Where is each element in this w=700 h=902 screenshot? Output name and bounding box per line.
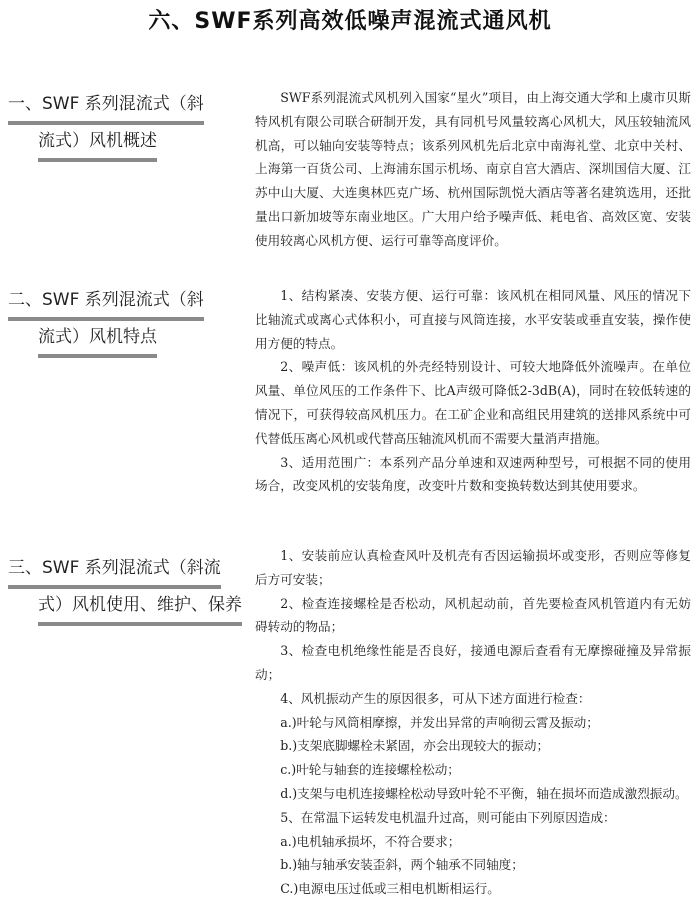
section-heading-maintenance [8, 552, 240, 626]
paragraph: C.)电源电压过低或三相电机断相运行。 [280, 881, 500, 897]
paragraph: 5、在常温下运转发电机温升过高，则可能由下列原因造成： [280, 809, 616, 825]
paragraph: a.)叶轮与风筒相摩擦，并发出异常的声响彻云霄及振动； [280, 714, 599, 730]
page-title: 六、SWF系列高效低噪声混流式通风机 [148, 9, 552, 34]
paragraph: SWF系列混流式风机列入国家“星火”项目，由上海交通大学和上虞市贝斯特风机有限公司联合研制开发，具有同机号风量较离心风机大，风压较轴流风机高，可以轴向安装等特点；该系列风机先后北京中南海礼堂、北京中关村、上海第一百货公司、上海浦东国示机场、南京自宫大酒店、深圳国信大厦、江苏中山大厦、大连奥林匹克广场、杭州国际凯悦大酒店等著名建筑选用，还批量出口新加坡等东南业地区。广大用户给予噪声低、耗电省、高效区宽、安装使用较离心风机方便、运行可靠等高度评价。 [255, 90, 691, 248]
paragraph: 1、安装前应认真检查风叶及机壳有否因运输损坏或变形，否则应等修复后方可安装； [255, 548, 691, 587]
section-heading-line: 流式）风机特点 [38, 321, 157, 358]
section-heading-line: 式）风机使用、维护、保养 [38, 589, 242, 626]
paragraph: b.)轴与轴承安装歪斜，两个轴承不同轴度； [280, 857, 524, 873]
section-heading-features [8, 284, 240, 358]
section-heading-line: 三、SWF 系列混流式（斜流 [8, 552, 221, 589]
paragraph: 2、噪声低：该风机的外壳经特别设计、可较大地降低外流噪声。在单位风量、单位风压的工作条件下、比A声级可降低2-3dB(A)，同时在较低转速的情况下，可获得较高风机压力。在工矿企业和高组民用建筑的送排风系统中可代替低压离心风机或代替高压轴流风机而不需要大量消声措施。 [255, 359, 691, 446]
paragraph: 3、检查电机绝缘性能是否良好，接通电源后查看有无摩擦碰撞及异常振动； [255, 643, 691, 682]
section-heading-line: 流式）风机概述 [38, 125, 157, 162]
paragraph: a.)电机轴承损坏，不符合要求； [280, 833, 461, 849]
section-heading-line: 二、SWF 系列混流式（斜 [8, 284, 204, 321]
section-heading-overview [8, 88, 240, 162]
paragraph: d.)支架与电机连接螺栓松动导致叶轮不平衡，轴在损坏而造成激烈振动。 [280, 785, 688, 801]
paragraph: b.)支架底脚螺栓未紧固，亦会出现较大的振动； [280, 738, 550, 754]
section-heading-line: 一、SWF 系列混流式（斜 [8, 88, 204, 125]
section-body-overview [255, 86, 691, 253]
paragraph: 2、检查连接螺栓是否松动，风机起动前，首先要检查风机管道内有无妨碍转动的物品； [255, 595, 691, 635]
section-body-features [255, 284, 691, 498]
paragraph: 4、风机振动产生的原因很多，可从下述方面进行检查： [280, 690, 591, 706]
paragraph: 3、适用范围广：本系列产品分单速和双速两种型号，可根据不同的使用场合，改变风机的安装角度，改变叶片数和变换转数达到其使用要求。 [255, 454, 691, 494]
section-body-maintenance [255, 544, 691, 901]
paragraph: 1、结构紧凑、安装方便、运行可靠：该风机在相同风量、风压的情况下比轴流式或离心式体积小，可直接与风筒连接，水平安装或垂直安装，操作使用方便的特点。 [255, 288, 691, 351]
paragraph: c.)叶轮与轴套的连接螺栓松动； [280, 762, 460, 778]
